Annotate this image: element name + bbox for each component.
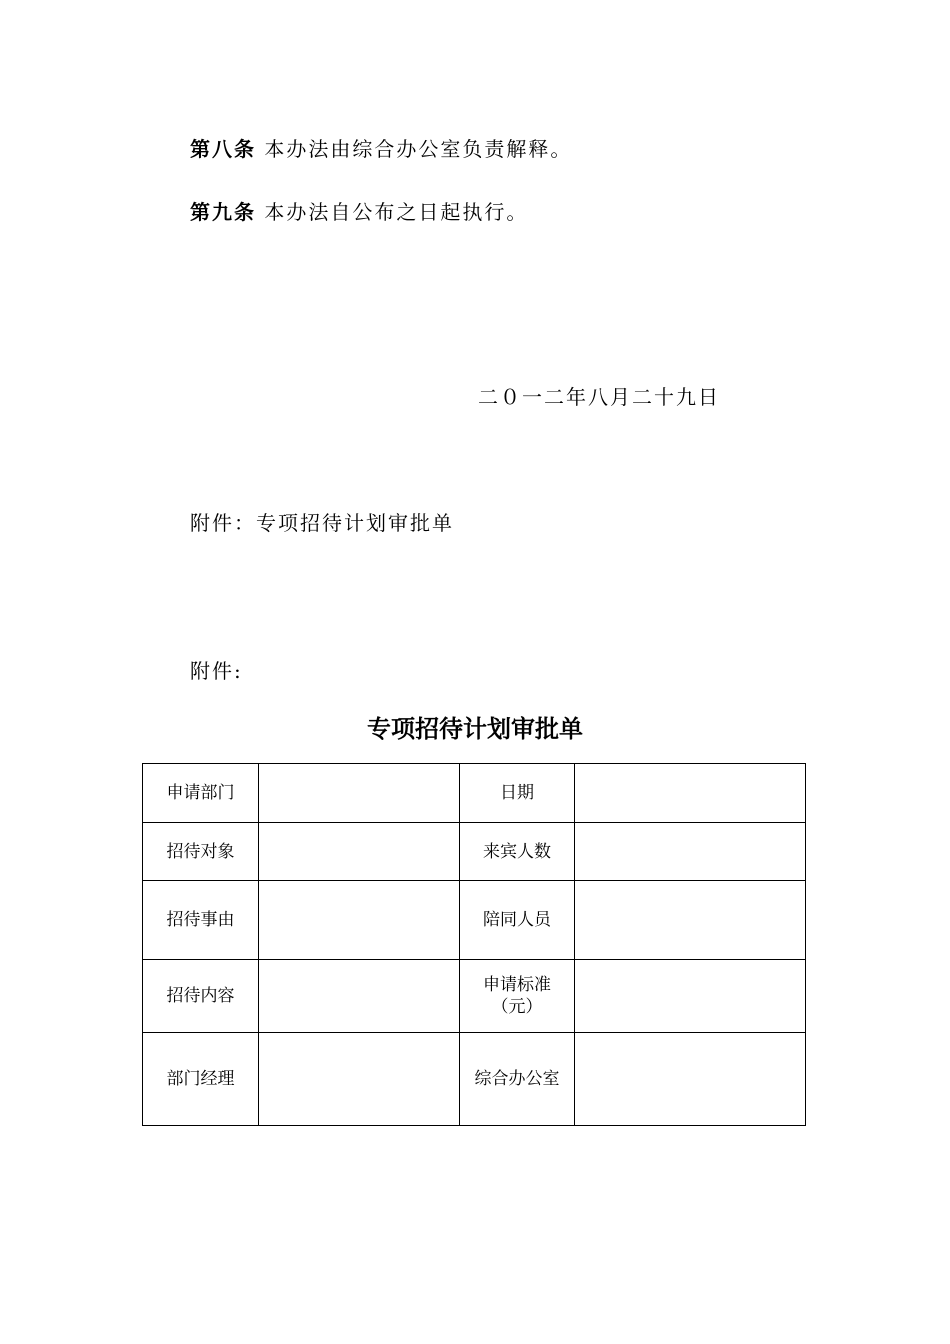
approval-form-table <box>142 763 806 1126</box>
form-field-date[interactable] <box>575 764 806 823</box>
form-label-reason: 招待事由 <box>143 881 259 960</box>
article-8-text: 本办法由综合办公室负责解释。 <box>264 137 573 161</box>
issue-date: 二０一二年八月二十九日 <box>478 385 720 409</box>
form-field-guest[interactable] <box>259 823 460 881</box>
form-field-content[interactable] <box>259 960 460 1033</box>
article-9-text: 本办法自公布之日起执行。 <box>264 200 529 224</box>
form-title: 专项招待计划审批单 <box>367 715 583 743</box>
article-9 <box>190 198 528 226</box>
form-label-date: 日期 <box>460 764 575 823</box>
form-field-guest-count[interactable] <box>575 823 806 881</box>
table-row <box>143 960 806 1033</box>
form-label-standard <box>460 960 575 1033</box>
form-label-standard-line1: 申请标准 <box>483 975 551 995</box>
article-8 <box>190 135 572 163</box>
table-row <box>143 881 806 960</box>
form-label-manager: 部门经理 <box>143 1033 259 1126</box>
attachment-note: 附件：专项招待计划审批单 <box>190 511 454 535</box>
form-field-accompanying[interactable] <box>575 881 806 960</box>
form-label-content: 招待内容 <box>143 960 259 1033</box>
table-row <box>143 1033 806 1126</box>
form-label-standard-line2: （元） <box>491 997 543 1017</box>
table-row <box>143 764 806 823</box>
attachment-label: 附件: <box>190 659 243 683</box>
form-field-standard[interactable] <box>575 960 806 1033</box>
form-label-guest: 招待对象 <box>143 823 259 881</box>
form-field-office[interactable] <box>575 1033 806 1126</box>
form-field-manager[interactable] <box>259 1033 460 1126</box>
form-label-office: 综合办公室 <box>460 1033 575 1126</box>
form-field-department[interactable] <box>259 764 460 823</box>
table-row <box>143 823 806 881</box>
form-label-guest-count: 来宾人数 <box>460 823 575 881</box>
form-label-department: 申请部门 <box>143 764 259 823</box>
article-9-number: 第九条 <box>190 200 256 224</box>
form-field-reason[interactable] <box>259 881 460 960</box>
form-label-accompanying: 陪同人员 <box>460 881 575 960</box>
article-8-number: 第八条 <box>190 137 256 161</box>
